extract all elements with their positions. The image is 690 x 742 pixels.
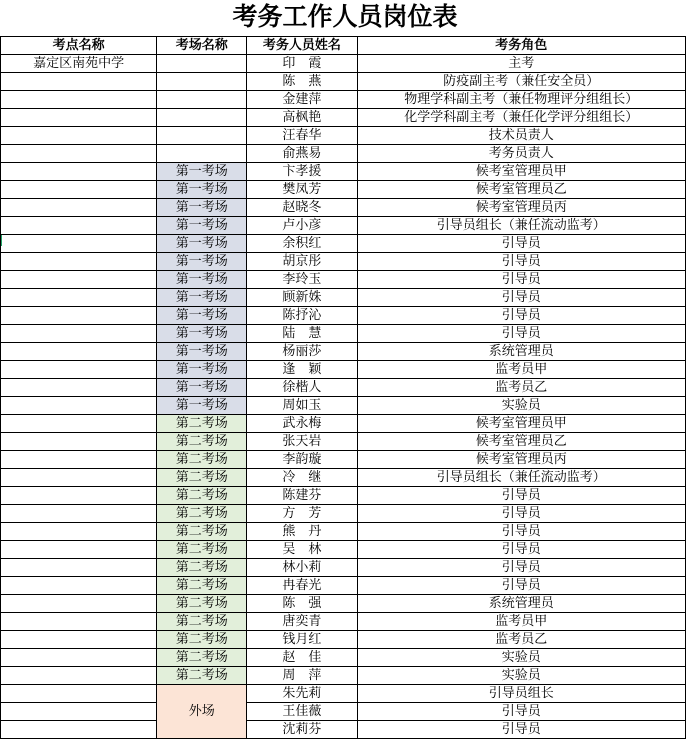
room-cell[interactable]: 第二考场 — [157, 595, 247, 613]
table-row — [1, 415, 686, 433]
role-cell[interactable]: 引导员 — [357, 253, 686, 271]
role-cell[interactable]: 引导员 — [357, 703, 686, 721]
name-cell[interactable]: 金建萍 — [247, 91, 357, 109]
header-site[interactable]: 考点名称 — [1, 37, 157, 55]
room-cell[interactable]: 第二考场 — [157, 469, 247, 487]
table-row — [1, 685, 686, 703]
room-cell[interactable]: 第一考场 — [157, 181, 247, 199]
site-cell[interactable] — [1, 487, 157, 505]
table-row — [1, 613, 686, 631]
role-cell[interactable]: 引导员组长（兼任流动监考） — [357, 469, 686, 487]
room-cell[interactable]: 第二考场 — [157, 541, 247, 559]
name-cell[interactable]: 李韵璇 — [247, 451, 357, 469]
table-row — [1, 127, 686, 145]
table-row — [1, 433, 686, 451]
name-cell[interactable]: 徐楷人 — [247, 379, 357, 397]
table-row — [1, 217, 686, 235]
name-cell[interactable]: 赵 佳 — [247, 649, 357, 667]
site-cell[interactable]: 嘉定区南苑中学 — [1, 55, 157, 73]
site-cell[interactable] — [1, 253, 157, 271]
name-cell[interactable]: 冉春光 — [247, 577, 357, 595]
name-cell[interactable]: 沈莉芬 — [247, 721, 357, 739]
room-cell[interactable]: 第二考场 — [157, 631, 247, 649]
role-cell[interactable]: 引导员组长 — [357, 685, 686, 703]
table-row — [1, 523, 686, 541]
site-cell[interactable] — [1, 199, 157, 217]
table-row — [1, 721, 686, 739]
role-cell[interactable]: 技术员责人 — [357, 127, 686, 145]
site-cell[interactable] — [1, 595, 157, 613]
name-cell[interactable]: 余积红 — [247, 235, 357, 253]
table-row — [1, 487, 686, 505]
site-cell[interactable] — [1, 451, 157, 469]
room-cell[interactable]: 第二考场 — [157, 613, 247, 631]
site-cell[interactable] — [1, 217, 157, 235]
role-cell[interactable]: 候考室管理员丙 — [357, 451, 686, 469]
role-cell[interactable]: 候考室管理员甲 — [357, 415, 686, 433]
header-role[interactable]: 考务角色 — [357, 37, 686, 55]
room-cell[interactable]: 第二考场 — [157, 577, 247, 595]
table-row — [1, 703, 686, 721]
table-row — [1, 91, 686, 109]
role-cell[interactable]: 引导员 — [357, 523, 686, 541]
name-cell[interactable]: 王佳薇 — [247, 703, 357, 721]
room-cell[interactable]: 第二考场 — [157, 451, 247, 469]
name-cell[interactable]: 高枫艳 — [247, 109, 357, 127]
site-cell[interactable] — [1, 721, 157, 739]
role-cell[interactable]: 实验员 — [357, 667, 686, 685]
role-cell[interactable]: 实验员 — [357, 649, 686, 667]
name-cell[interactable]: 张天岩 — [247, 433, 357, 451]
name-cell[interactable]: 胡京彤 — [247, 253, 357, 271]
name-cell[interactable]: 周如玉 — [247, 397, 357, 415]
site-cell[interactable] — [1, 325, 157, 343]
room-cell[interactable]: 第一考场 — [157, 271, 247, 289]
site-cell[interactable] — [1, 91, 157, 109]
room-cell[interactable]: 第二考场 — [157, 433, 247, 451]
name-cell[interactable]: 钱月红 — [247, 631, 357, 649]
room-cell[interactable]: 第一考场 — [157, 325, 247, 343]
table-row — [1, 361, 686, 379]
staff-table — [0, 36, 686, 739]
room-cell[interactable]: 第二考场 — [157, 487, 247, 505]
name-cell[interactable]: 陈 燕 — [247, 73, 357, 91]
name-cell[interactable]: 陆 慧 — [247, 325, 357, 343]
room-cell[interactable]: 第一考场 — [157, 235, 247, 253]
site-cell[interactable] — [1, 397, 157, 415]
site-cell[interactable] — [1, 73, 157, 91]
table-row — [1, 181, 686, 199]
site-cell[interactable] — [1, 271, 157, 289]
table-row — [1, 559, 686, 577]
name-cell[interactable]: 李玲玉 — [247, 271, 357, 289]
site-cell[interactable] — [1, 433, 157, 451]
room-cell[interactable] — [157, 127, 247, 145]
table-row — [1, 145, 686, 163]
role-cell[interactable]: 系统管理员 — [357, 343, 686, 361]
room-cell[interactable] — [157, 91, 247, 109]
name-cell[interactable]: 周 萍 — [247, 667, 357, 685]
site-cell[interactable] — [1, 307, 157, 325]
sheet-title: 考务工作人员岗位表 — [232, 2, 458, 31]
table-body — [1, 55, 686, 739]
site-cell[interactable] — [1, 505, 157, 523]
name-cell[interactable]: 樊凤芳 — [247, 181, 357, 199]
role-cell[interactable]: 化学学科副主考（兼任化学评分组组长） — [357, 109, 686, 127]
table-row — [1, 253, 686, 271]
role-cell[interactable]: 候考室管理员甲 — [357, 163, 686, 181]
site-cell[interactable] — [1, 613, 157, 631]
room-cell[interactable]: 第二考场 — [157, 667, 247, 685]
role-cell[interactable]: 引导员 — [357, 559, 686, 577]
name-cell[interactable]: 朱先莉 — [247, 685, 357, 703]
table-row — [1, 577, 686, 595]
site-cell[interactable] — [1, 685, 157, 703]
role-cell[interactable]: 监考员乙 — [357, 379, 686, 397]
role-cell[interactable]: 候考室管理员乙 — [357, 181, 686, 199]
room-cell[interactable]: 第一考场 — [157, 253, 247, 271]
name-cell[interactable]: 熊 丹 — [247, 523, 357, 541]
role-cell[interactable]: 引导员 — [357, 235, 686, 253]
name-cell[interactable]: 陈 强 — [247, 595, 357, 613]
site-cell[interactable] — [1, 523, 157, 541]
role-cell[interactable]: 引导员 — [357, 721, 686, 739]
site-cell[interactable] — [1, 649, 157, 667]
table-row — [1, 451, 686, 469]
table-row — [1, 271, 686, 289]
role-cell[interactable]: 实验员 — [357, 397, 686, 415]
table-row — [1, 505, 686, 523]
site-cell[interactable] — [1, 703, 157, 721]
room-cell[interactable]: 第一考场 — [157, 199, 247, 217]
name-cell[interactable]: 赵晓冬 — [247, 199, 357, 217]
table-row — [1, 73, 686, 91]
role-cell[interactable]: 监考员乙 — [357, 631, 686, 649]
name-cell[interactable]: 顾新姝 — [247, 289, 357, 307]
role-cell[interactable]: 系统管理员 — [357, 595, 686, 613]
name-cell[interactable]: 武永梅 — [247, 415, 357, 433]
site-cell[interactable] — [1, 415, 157, 433]
site-cell[interactable] — [1, 541, 157, 559]
name-cell[interactable]: 唐奕青 — [247, 613, 357, 631]
name-cell[interactable]: 汪春华 — [247, 127, 357, 145]
role-cell[interactable]: 考务员责人 — [357, 145, 686, 163]
header-row — [1, 37, 686, 55]
table-row — [1, 379, 686, 397]
table-row — [1, 397, 686, 415]
role-cell[interactable]: 引导员 — [357, 487, 686, 505]
site-cell[interactable] — [1, 667, 157, 685]
role-cell[interactable]: 候考室管理员丙 — [357, 199, 686, 217]
name-cell[interactable]: 印 霞 — [247, 55, 357, 73]
role-cell[interactable]: 候考室管理员乙 — [357, 433, 686, 451]
role-cell[interactable]: 主考 — [357, 55, 686, 73]
header-room[interactable]: 考场名称 — [157, 37, 247, 55]
header-name[interactable]: 考务人员姓名 — [247, 37, 357, 55]
site-cell[interactable] — [1, 145, 157, 163]
room-cell[interactable]: 第二考场 — [157, 523, 247, 541]
table-row — [1, 109, 686, 127]
role-cell[interactable]: 引导员 — [357, 271, 686, 289]
room-cell[interactable]: 第二考场 — [157, 415, 247, 433]
name-cell[interactable]: 卢小彦 — [247, 217, 357, 235]
table-row — [1, 631, 686, 649]
name-cell[interactable]: 陈抒沁 — [247, 307, 357, 325]
site-cell[interactable] — [1, 469, 157, 487]
room-cell[interactable]: 第一考场 — [157, 361, 247, 379]
room-cell[interactable] — [157, 73, 247, 91]
room-cell[interactable]: 第一考场 — [157, 163, 247, 181]
table-row — [1, 649, 686, 667]
role-cell[interactable]: 引导员 — [357, 325, 686, 343]
site-cell[interactable] — [1, 379, 157, 397]
table-row — [1, 199, 686, 217]
room-cell[interactable] — [157, 55, 247, 73]
site-cell[interactable] — [1, 289, 157, 307]
site-cell[interactable] — [1, 181, 157, 199]
table-row — [1, 163, 686, 181]
site-cell[interactable] — [1, 559, 157, 577]
role-cell[interactable]: 监考员甲 — [357, 361, 686, 379]
role-cell[interactable]: 物理学科副主考（兼任物理评分组组长） — [357, 91, 686, 109]
room-cell[interactable]: 第一考场 — [157, 217, 247, 235]
role-cell[interactable]: 引导员 — [357, 289, 686, 307]
room-cell-outside[interactable]: 外场 — [157, 685, 247, 739]
table-row — [1, 307, 686, 325]
role-cell[interactable]: 引导员组长（兼任流动监考） — [357, 217, 686, 235]
table-row — [1, 469, 686, 487]
site-cell[interactable] — [1, 127, 157, 145]
name-cell[interactable]: 吴 林 — [247, 541, 357, 559]
name-cell[interactable]: 俞燕易 — [247, 145, 357, 163]
role-cell[interactable]: 引导员 — [357, 307, 686, 325]
room-cell[interactable]: 第二考场 — [157, 649, 247, 667]
site-cell[interactable] — [1, 361, 157, 379]
table-row — [1, 595, 686, 613]
role-cell[interactable]: 引导员 — [357, 505, 686, 523]
table-row — [1, 325, 686, 343]
name-cell[interactable]: 陈建芬 — [247, 487, 357, 505]
table-row — [1, 667, 686, 685]
role-cell[interactable]: 引导员 — [357, 577, 686, 595]
room-cell[interactable]: 第一考场 — [157, 307, 247, 325]
name-cell[interactable]: 逢 颖 — [247, 361, 357, 379]
table-row — [1, 541, 686, 559]
room-cell[interactable]: 第一考场 — [157, 343, 247, 361]
name-cell[interactable]: 卞孝援 — [247, 163, 357, 181]
site-cell[interactable] — [1, 109, 157, 127]
role-cell[interactable]: 监考员甲 — [357, 613, 686, 631]
room-cell[interactable]: 第一考场 — [157, 289, 247, 307]
room-cell[interactable]: 第一考场 — [157, 397, 247, 415]
room-cell[interactable] — [157, 145, 247, 163]
site-cell[interactable] — [1, 631, 157, 649]
site-cell[interactable] — [1, 343, 157, 361]
room-cell[interactable]: 第二考场 — [157, 559, 247, 577]
name-cell[interactable]: 林小莉 — [247, 559, 357, 577]
table-row — [1, 235, 686, 253]
room-cell[interactable] — [157, 109, 247, 127]
site-cell[interactable] — [1, 235, 157, 253]
room-cell[interactable]: 第一考场 — [157, 379, 247, 397]
site-cell[interactable] — [1, 163, 157, 181]
name-cell[interactable]: 方 芳 — [247, 505, 357, 523]
name-cell[interactable]: 冷 继 — [247, 469, 357, 487]
name-cell[interactable]: 杨丽莎 — [247, 343, 357, 361]
site-cell[interactable] — [1, 577, 157, 595]
table-row — [1, 343, 686, 361]
room-cell[interactable]: 第二考场 — [157, 505, 247, 523]
table-row — [1, 55, 686, 73]
role-cell[interactable]: 防疫副主考（兼任安全员） — [357, 73, 686, 91]
role-cell[interactable]: 引导员 — [357, 541, 686, 559]
table-row — [1, 289, 686, 307]
